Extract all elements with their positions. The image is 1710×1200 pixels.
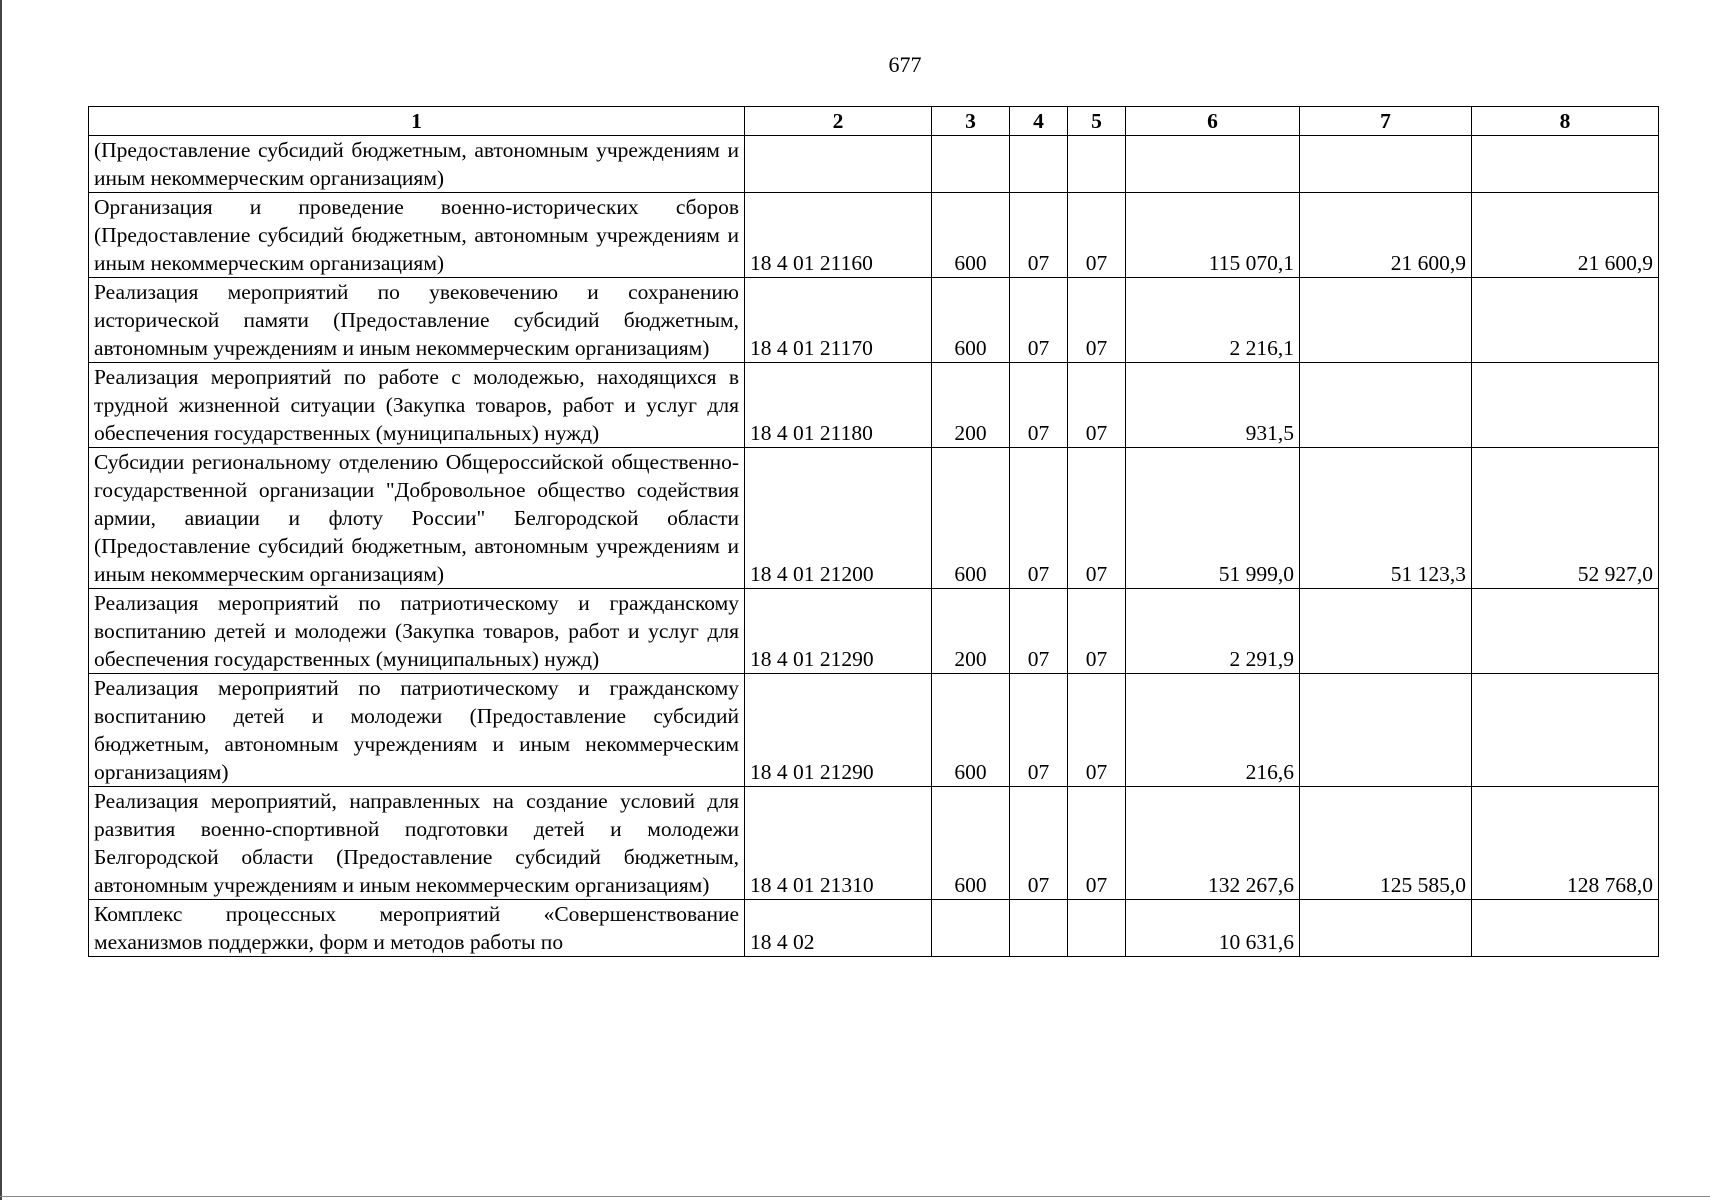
row-subsection: 07	[1068, 589, 1126, 674]
row-description: Субсидии региональному отделению Общероссийской общественно-государственной организации "Добровольное общество содействия армии, авиации и флоту России" Белгородской области (Предоставление субсидий бюджетным, автономным учреждениям и иным некоммерческим организациям)	[89, 448, 745, 589]
row-expense-type: 600	[932, 448, 1010, 589]
row-code: 18 4 01 21200	[745, 448, 932, 589]
row-expense-type: 600	[932, 674, 1010, 787]
row-expense-type	[932, 136, 1010, 193]
table-row	[89, 363, 1659, 448]
row-amount-col7	[1300, 674, 1472, 787]
row-code: 18 4 02	[745, 900, 932, 957]
budget-table	[88, 106, 1659, 957]
table-row	[89, 589, 1659, 674]
row-section: 07	[1010, 278, 1068, 363]
row-amount-col8	[1472, 589, 1659, 674]
row-code: 18 4 01 21180	[745, 363, 932, 448]
table-row	[89, 136, 1659, 193]
column-header: 4	[1010, 107, 1068, 136]
row-amount-col6: 2 291,9	[1126, 589, 1300, 674]
table-row	[89, 278, 1659, 363]
row-amount-col7: 51 123,3	[1300, 448, 1472, 589]
row-amount-col7	[1300, 278, 1472, 363]
row-amount-col8: 21 600,9	[1472, 193, 1659, 278]
row-code	[745, 136, 932, 193]
table-header-row	[89, 107, 1659, 136]
row-code: 18 4 01 21160	[745, 193, 932, 278]
row-subsection: 07	[1068, 674, 1126, 787]
row-subsection: 07	[1068, 193, 1126, 278]
row-amount-col6: 10 631,6	[1126, 900, 1300, 957]
row-description: Реализация мероприятий по увековечению и сохранению исторической памяти (Предоставление субсидий бюджетным, автономным учреждениям и иным некоммерческим организациям)	[89, 278, 745, 363]
row-amount-col8	[1472, 674, 1659, 787]
row-amount-col7	[1300, 589, 1472, 674]
row-section	[1010, 136, 1068, 193]
row-expense-type: 600	[932, 193, 1010, 278]
row-section: 07	[1010, 193, 1068, 278]
table-row	[89, 674, 1659, 787]
table-row	[89, 193, 1659, 278]
row-code: 18 4 01 21290	[745, 589, 932, 674]
row-amount-col8	[1472, 136, 1659, 193]
row-amount-col8	[1472, 278, 1659, 363]
row-description: (Предоставление субсидий бюджетным, автономным учреждениям и иным некоммерческим организациям)	[89, 136, 745, 193]
row-amount-col7	[1300, 900, 1472, 957]
row-section: 07	[1010, 363, 1068, 448]
row-description: Реализация мероприятий по патриотическому и гражданскому воспитанию детей и молодежи (Предоставление субсидий бюджетным, автономным учреждениям и иным некоммерческим организациям)	[89, 674, 745, 787]
row-amount-col6	[1126, 136, 1300, 193]
row-amount-col6: 2 216,1	[1126, 278, 1300, 363]
row-amount-col8	[1472, 900, 1659, 957]
row-expense-type: 200	[932, 363, 1010, 448]
row-amount-col7	[1300, 136, 1472, 193]
column-header: 1	[89, 107, 745, 136]
column-header: 2	[745, 107, 932, 136]
row-description: Комплекс процессных мероприятий «Совершенствование механизмов поддержки, форм и методов работы по	[89, 900, 745, 957]
row-section	[1010, 900, 1068, 957]
column-header: 3	[932, 107, 1010, 136]
row-amount-col6: 115 070,1	[1126, 193, 1300, 278]
row-code: 18 4 01 21290	[745, 674, 932, 787]
row-expense-type	[932, 900, 1010, 957]
row-amount-col6: 132 267,6	[1126, 787, 1300, 900]
row-subsection	[1068, 900, 1126, 957]
table-row	[89, 448, 1659, 589]
column-header: 5	[1068, 107, 1126, 136]
row-expense-type: 600	[932, 278, 1010, 363]
column-header: 6	[1126, 107, 1300, 136]
row-expense-type: 600	[932, 787, 1010, 900]
row-amount-col7	[1300, 363, 1472, 448]
row-subsection: 07	[1068, 448, 1126, 589]
column-header: 7	[1300, 107, 1472, 136]
row-section: 07	[1010, 674, 1068, 787]
row-amount-col8: 128 768,0	[1472, 787, 1659, 900]
row-section: 07	[1010, 787, 1068, 900]
row-description: Реализация мероприятий по работе с молодежью, находящихся в трудной жизненной ситуации (Закупка товаров, работ и услуг для обеспечения государственных (муниципальных) нужд)	[89, 363, 745, 448]
row-amount-col7: 21 600,9	[1300, 193, 1472, 278]
row-section: 07	[1010, 448, 1068, 589]
row-description: Организация и проведение военно-исторических сборов (Предоставление субсидий бюджетным, автономным учреждениям и иным некоммерческим организациям)	[89, 193, 745, 278]
table-row	[89, 787, 1659, 900]
row-amount-col6: 931,5	[1126, 363, 1300, 448]
row-amount-col6: 51 999,0	[1126, 448, 1300, 589]
row-expense-type: 200	[932, 589, 1010, 674]
column-header: 8	[1472, 107, 1659, 136]
row-amount-col7: 125 585,0	[1300, 787, 1472, 900]
row-subsection: 07	[1068, 787, 1126, 900]
scan-edge-bottom	[0, 1196, 1710, 1197]
scan-edge-left	[0, 0, 2, 1200]
row-subsection: 07	[1068, 278, 1126, 363]
row-description: Реализация мероприятий по патриотическому и гражданскому воспитанию детей и молодежи (Закупка товаров, работ и услуг для обеспечения государственных (муниципальных) нужд)	[89, 589, 745, 674]
row-code: 18 4 01 21170	[745, 278, 932, 363]
row-amount-col8: 52 927,0	[1472, 448, 1659, 589]
row-code: 18 4 01 21310	[745, 787, 932, 900]
row-amount-col6: 216,6	[1126, 674, 1300, 787]
row-subsection: 07	[1068, 363, 1126, 448]
row-section: 07	[1010, 589, 1068, 674]
row-description: Реализация мероприятий, направленных на создание условий для развития военно-спортивной подготовки детей и молодежи Белгородской области (Предоставление субсидий бюджетным, автономным учреждениям и иным некоммерческим организациям)	[89, 787, 745, 900]
page-number: 677	[888, 52, 922, 77]
row-subsection	[1068, 136, 1126, 193]
table-row	[89, 900, 1659, 957]
row-amount-col8	[1472, 363, 1659, 448]
